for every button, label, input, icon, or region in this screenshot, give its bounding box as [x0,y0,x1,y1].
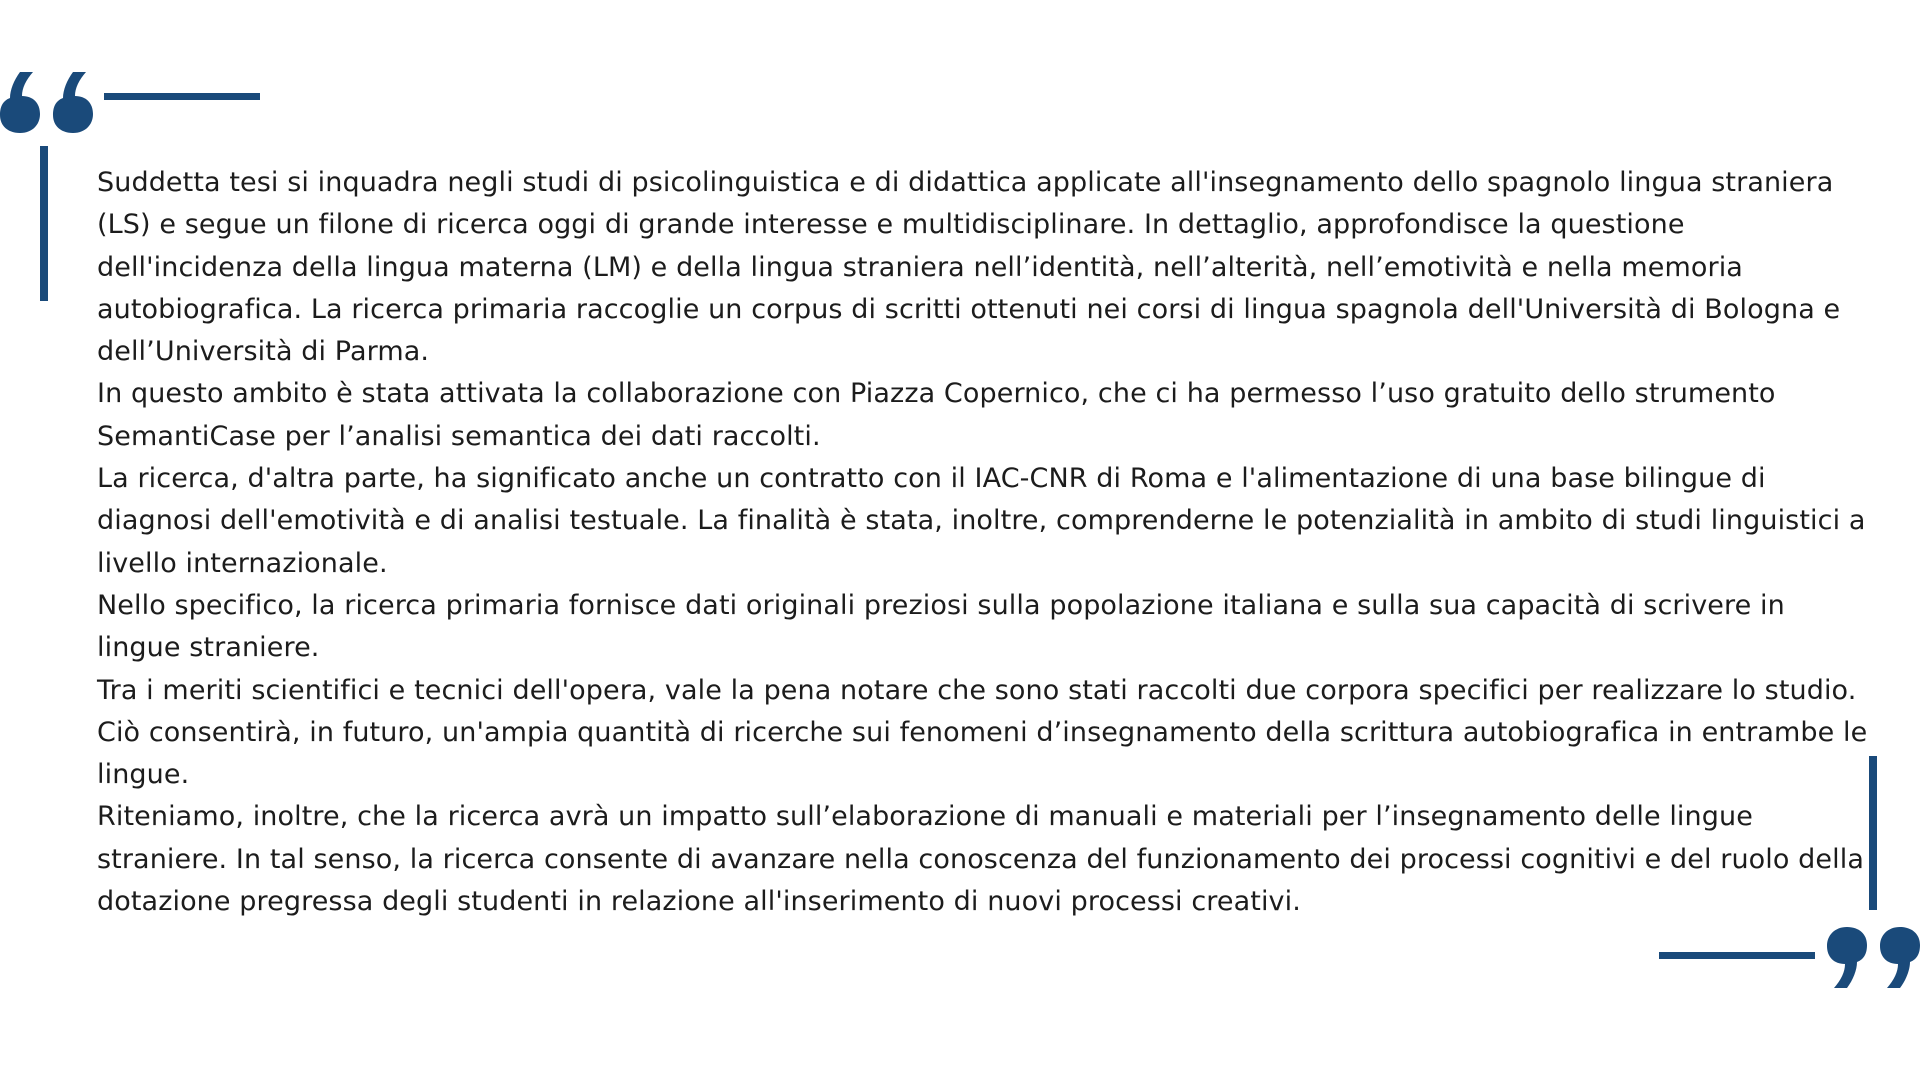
quote-paragraph-3: La ricerca, d'altra parte, ha significato anche un contratto con il IAC-CNR di Roma e l'alimentazione di una base bilingue di diagnosi dell'emotività e di analisi testuale. La finalità è stata, inoltre, comprenderne le potenzialità in ambito di studi linguistici a livello internazionale. [97,463,1866,579]
quote-paragraph-5: Tra i meriti scientifici e tecnici dell'opera, vale la pena notare che sono stati raccolti due corpora specifici per realizzare lo studio. Ciò consentirà, in futuro, un'ampia quantità di ricerche sui fenomeni d’insegnamento della scrittura autobiografica in entrambe le lingue. [97,674,1868,791]
quote-text [97,162,1877,923]
left-vertical-rule [40,146,48,301]
quote-paragraph-2: In questo ambito è stata attivata la collaborazione con Piazza Copernico, che ci ha permesso l’uso gratuito dello strumento SemantiCase per l’analisi semantica dei dati raccolti. [97,378,1776,452]
close-quote-icon [1825,925,1920,1000]
top-horizontal-rule [104,93,260,100]
right-vertical-rule [1869,756,1877,910]
quote-paragraph-1: Suddetta tesi si inquadra negli studi di psicolinguistica e di didattica applicate all'insegnamento dello spagnolo lingua straniera (LS) e segue un filone di ricerca oggi di grande interesse e multidisciplinare. In dettaglio, approfondisce la questione dell'incidenza della lingua materna (LM) e della lingua straniera nell’identità, nell’alterità, nell’emotività e nella memoria autobiografica. La ricerca primaria raccoglie un corpus di scritti ottenuti nei corsi di lingua spagnola dell'Università di Bologna e dell’Università di Parma. [97,167,1841,368]
open-quote-icon [0,60,95,135]
quote-paragraph-4: Nello specifico, la ricerca primaria fornisce dati originali preziosi sulla popolazione italiana e sulla sua capacità di scrivere in lingue straniere. [97,589,1785,664]
quote-paragraph-6: Riteniamo, inoltre, che la ricerca avrà un impatto sull’elaborazione di manuali e materiali per l’insegnamento delle lingue straniere. In tal senso, la ricerca consente di avanzare nella conoscenza del funzionamento dei processi cognitivi e del ruolo della dotazione pregressa degli studenti in relazione all'inserimento di nuovi processi creativi. [97,801,1864,918]
bottom-horizontal-rule [1659,952,1815,959]
